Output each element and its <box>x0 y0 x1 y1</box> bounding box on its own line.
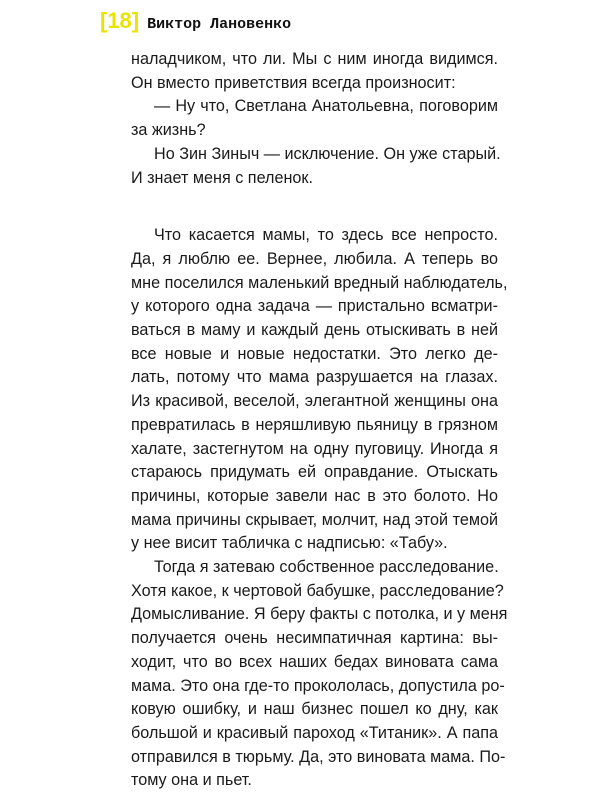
paragraph <box>131 95 498 142</box>
text-line: причины, которые завели нас в это болото. Но <box>131 486 498 505</box>
text-line: И знает меня с пеленок. <box>131 168 313 187</box>
text-line: тому она и пьет. <box>131 771 252 790</box>
text-line: халате, застегнутом на одну пуговицу. Иногда я <box>131 439 498 458</box>
author-name: Виктор Лановенко <box>147 16 292 33</box>
text-line: Что касается мамы, то здесь все непросто. <box>154 226 498 245</box>
text-line: Хотя какое, к чертовой бабушке, расследование? <box>131 581 504 600</box>
text-line: получается очень несимпатичная картина: вы- <box>131 629 498 648</box>
text-line: мне поселился маленький вредный наблюдатель, <box>131 273 508 292</box>
text-line: у нее висит табличка с надписью: «Табу». <box>131 534 448 553</box>
text-line: наладчиком, что ли. Мы с ним иногда видимся. <box>131 50 498 68</box>
text-line: у которого одна задача — пристально всматри- <box>131 297 498 316</box>
running-header <box>100 8 291 34</box>
text-line: Но Зин Зиныч — исключение. Он уже старый. <box>154 144 501 163</box>
text-line: все новые и новые недостатки. Это легко де- <box>131 344 498 363</box>
text-line: Домысливание. Я беру факты с потолка, и у меня <box>131 605 508 624</box>
paragraph <box>131 143 501 190</box>
text-line: ваться в маму и каждый день отыскивать в ней <box>131 321 498 340</box>
text-line: Тогда я затеваю собственное расследование. <box>154 558 499 577</box>
text-line: большой и красивый пароход «Титаник». А папа <box>131 723 498 742</box>
text-line: Из красивой, веселой, элегантной женщины она <box>131 392 498 411</box>
text-line: Да, я люблю ее. Вернее, любила. А теперь во <box>131 249 498 268</box>
page-number: [18] <box>100 8 140 33</box>
text-line: — Ну что, Светлана Анатольевна, поговорим <box>154 97 498 116</box>
text-line: Он вместо приветствия всегда произносит: <box>131 73 456 92</box>
paragraph <box>131 556 508 793</box>
text-line: стараюсь придумать ей оправдание. Отыскать <box>131 463 498 482</box>
text-line: ходит, что во всех наших бедах виновата сама <box>131 652 498 671</box>
text-line: лать, потому что мама разрушается на глазах. <box>131 368 498 387</box>
text-line: отправился в тюрьму. Да, это виновата мама. По- <box>131 747 506 766</box>
text-line: мама причины скрывает, молчит, над этой темой <box>131 510 498 529</box>
text-line: за жизнь? <box>131 121 206 140</box>
text-line: ковую ошибку, и наш бизнес пошел ко дну, как <box>131 700 498 719</box>
body-text <box>131 48 508 793</box>
section-break <box>131 190 498 224</box>
paragraph <box>131 48 498 95</box>
paragraph <box>131 224 508 556</box>
text-line: мама. Это она где-то прокололась, допустила ро- <box>131 676 505 695</box>
text-line: превратилась в неряшливую пьяницу в грязном <box>131 415 498 434</box>
